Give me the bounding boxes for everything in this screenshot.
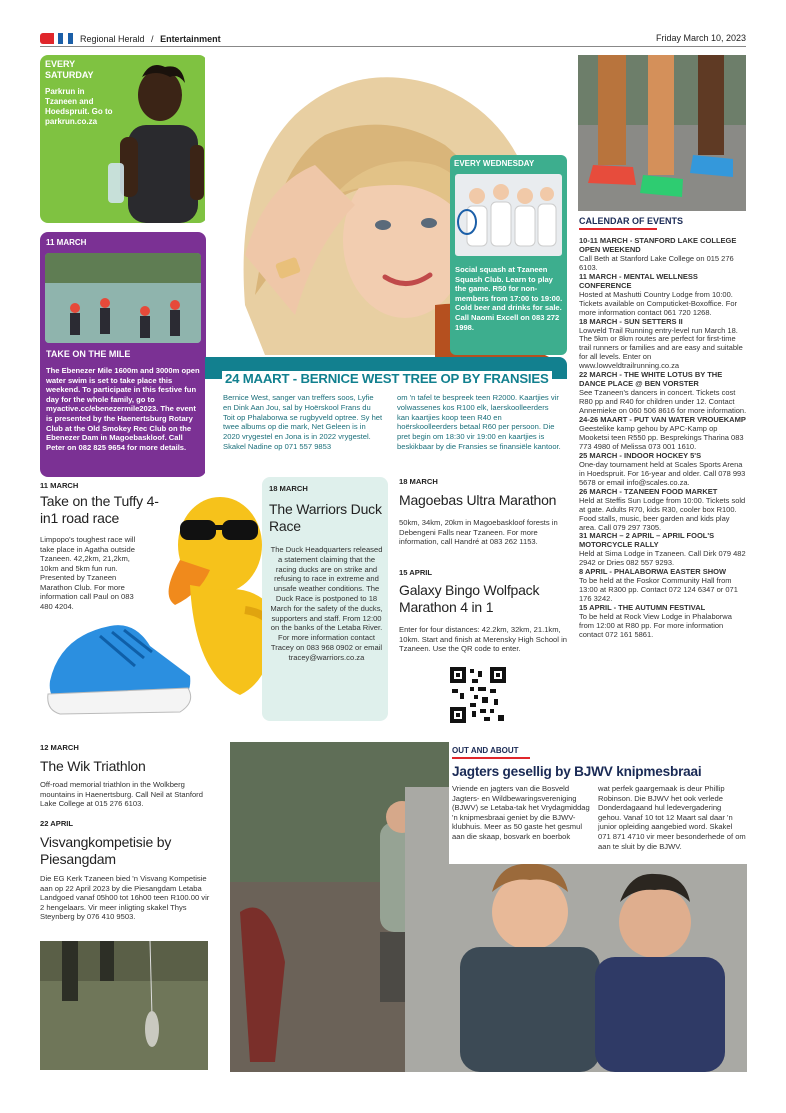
out-and-about-label: OUT AND ABOUT xyxy=(452,746,519,755)
calendar-item-body: See Tzaneen's dancers in concert. Tickets cost R80 pp and R40 for children under 12. Contact Annemieke on 060 506 8616 for more information. xyxy=(579,388,747,416)
fishing-photo xyxy=(40,941,208,1070)
wik-date: 12 MARCH xyxy=(40,743,79,752)
calendar-list xyxy=(579,237,747,640)
tuffy-body: Limpopo's toughest race will take place in Agatha outside Tzaneen. 42,2km, 21,2km, 10km and 5km fun run. Presented by Tzaneen Marathon Club. For more information call Paul on 083 480 4204. xyxy=(40,535,136,611)
wik-title: The Wik Triathlon xyxy=(40,758,146,774)
subsection-name: Entertainment xyxy=(160,33,221,44)
calendar-item-title: 10-11 MARCH - STANFORD LAKE COLLEGE OPEN WEEKEND xyxy=(579,236,737,254)
magoebas-body: 50km, 34km, 20km in Magoebaskloof forests in Debengeni Falls near Tzaneen. For more information, call Handré at 083 262 1153. xyxy=(399,518,558,546)
out-and-about-column-2: wat perfek gaargemaak is deur Phillip Robinson. Die BJWV het ook verlede Donderdagaand hul ledevergadering gehou. Vanaf 10 tot 12 Maart sal daar 'n junior opleiding aangebied word. Skakel 071 871 4710 vir meer besonderhede of om aan te sluit by die BJWV. xyxy=(598,784,746,851)
calendar-item-body: Hosted at Mashutti Country Lodge from 10:00. Tickets available on Computicket-Boxoffice. For more information contact 061 720 1268. xyxy=(579,289,737,317)
take-on-the-mile-title: TAKE ON THE MILE xyxy=(46,349,131,359)
bernice-column-2: om 'n tafel te bespreek teen R2000. Kaartjies vir volwassenes kos R100 elk, laerskoolleerders kan kaartjies koop teen R40 en hoërskoolleerders betaal R60 per persoon. Die pret begin om 18:30 vir 19:00 en kaartjies is beskikbaar by die Fransies se finansiële kantoor. xyxy=(397,393,561,451)
calendar-item-body: Held at Sima Lodge in Tzaneen. Call Dirk 079 482 2942 or Dries 082 557 9293. xyxy=(579,549,746,568)
every-wednesday-title: EVERY WEDNESDAY xyxy=(454,159,535,168)
open-water-swim-photo xyxy=(45,253,201,343)
magoebas-title: Magoebas Ultra Marathon xyxy=(399,492,557,508)
piesang-body: Die EG Kerk Tzaneen bied 'n Visvang Kompetisie aan op 22 April 2023 by die Piesangdam Letaba Landgoed vanaf 05h00 tot 16h00 teen R100.00 vir 2 hengelaars. Vir meer inligting skakel Thys Steynberg by 076 410 9503. xyxy=(40,874,210,921)
page-header-section xyxy=(40,33,221,44)
section-name: Regional Herald xyxy=(80,33,145,44)
galaxy-date: 15 APRIL xyxy=(399,568,433,577)
calendar-item-body: Lowveld Trail Running entry-level run March 18. The 5km or 8km routes are perfect for first-time trail runners or families and are easy and suitable for all levels. Enter on www.lowveldtrailrunning.co.za xyxy=(579,325,743,371)
calendar-item-title: 24-26 MAART - PUT VAN WATER VROUEKAMP xyxy=(579,415,746,425)
running-shoes-photo xyxy=(578,55,746,211)
calendar-item-body: One-day tournament held at Scales Sports Arena in Hoedspruit. For 16-year and older. Call 078 993 5678 or email info@scales.co.za. xyxy=(579,459,746,487)
out-and-about-rule xyxy=(452,757,530,759)
out-and-about-column-1: Vriende en jagters van die Bosveld Jagters- en Wildbewaringsvereniging (BJWV) se Letaba-tak het Vrydagmiddag 'n knipmesbraai geniet by die BJWV-klubhuis. Meer as 50 gaste het gesmul aan die skaap, bosvark en boerbok xyxy=(452,784,590,841)
calendar-item-title: 26 MARCH - TZANEEN FOOD MARKET xyxy=(579,486,718,496)
qr-code-icon[interactable] xyxy=(450,667,506,723)
squash-players-photo xyxy=(455,174,562,256)
calendar-item-title: 15 APRIL - THE AUTUMN FESTIVAL xyxy=(579,603,706,613)
calendar-heading: CALENDAR OF EVENTS xyxy=(579,216,684,226)
issue-date: Friday March 10, 2023 xyxy=(655,33,746,43)
wik-body: Off-road memorial triathlon in the Wolkberg mountains in Haenertsburg. Call Neil at Stanford Lake College at 015 276 6103. xyxy=(40,780,203,808)
bernice-column-1: Bernice West, sanger van treffers soos, Lyfie en Dink Aan Jou, sal by Hoërskool Frans du Toit op Phalaborwa se rugbyveld optree. Sy het twee albums op die mark, Net Geleen is in 2020 vrygestel en Jona is in 2022 vrygestel. Skakel Nadine op 071 557 9853 xyxy=(223,393,383,451)
masthead-logo-blue-2 xyxy=(68,33,73,44)
take-on-the-mile-date: 11 MARCH xyxy=(46,238,87,247)
every-saturday-title: EVERY SATURDAY xyxy=(45,59,94,80)
calendar-item-body: To be held at the Foskor Community Hall from 13:00 at R300 pp. Contact 072 124 6347 or 071 176 3242. xyxy=(579,576,738,604)
header-rule xyxy=(40,46,746,47)
every-saturday-body: Parkrun in Tzaneen and Hoedspruit. Go to parkrun.co.za xyxy=(45,87,113,126)
tuffy-title: Take on the Tuffy 4-in1 road race xyxy=(40,493,159,526)
calendar-item-body: To be held at Rock View Lodge in Phalaborwa from 12:00 at R80 pp. For more information contact 072 161 5861. xyxy=(579,612,732,639)
piesang-title: Visvangkompetisie by Piesangdam xyxy=(40,834,172,867)
masthead-logo-blue xyxy=(58,33,63,44)
calendar-item-title: 11 MARCH - MENTAL WELLNESS CONFERENCE xyxy=(579,271,698,290)
warriors-date: 18 MARCH xyxy=(269,484,308,493)
masthead-logo-red xyxy=(40,33,54,44)
magoebas-date: 18 MARCH xyxy=(399,477,438,486)
warriors-body: The Duck Headquarters released a statement claiming that the racing ducks are on strike and refusing to race in extreme and unsafe weather conditions. The Duck Race is postponed to 18 March for the safety of the ducks, supporters and staff. From 12:00 on the banks of the Letaba River. For more information contact Tracey on 083 968 0902 or email tracey@warriors.co.za xyxy=(270,545,383,662)
calendar-item-title: 18 MARCH - SUN SETTERS II xyxy=(579,316,683,326)
calendar-item-title: 31 MARCH – 2 APRIL – APRIL FOOL'S MOTORCYCLE RALLY xyxy=(579,531,715,550)
calendar-item-body: Geestelike kamp gehou by APC-Kamp op Mooketsi teen R550 pp. Besprekings Tharina 083 773 4980 of Melissa 073 001 1610. xyxy=(579,424,744,451)
calendar-item-title: 22 MARCH - THE WHITE LOTUS BY THE DANCE PLACE @ BEN VORSTER xyxy=(579,370,723,389)
warriors-title: The Warriors Duck Race xyxy=(269,501,382,534)
bernice-headline: 24 MAART - BERNICE WEST TREE OP BY FRANSIES xyxy=(222,371,552,386)
calendar-item-title: 25 MARCH - INDOOR HOCKEY 5'S xyxy=(579,450,702,460)
calendar-heading-rule xyxy=(579,228,657,230)
calendar-item-body: Held at Steffis Sun Lodge from 10:00. Tickets sold at gate. Adults R70, kids R30, cooler box R100. Food stalls, music, beer garden and kids play area. Call 079 297 7305. xyxy=(579,495,746,532)
out-and-about-headline: Jagters gesellig by BJWV knipmesbraai xyxy=(452,764,702,779)
galaxy-body: Enter for four distances: 42.2km, 32km, 21.1km, 10km. Start and finish at Merensky High School in Tzaneen. Use the QR code to enter. xyxy=(399,625,567,653)
calendar-item-title: 8 APRIL - PHALABORWA EASTER SHOW xyxy=(579,567,727,577)
take-on-the-mile-body: The Ebenezer Mile 1600m and 3000m open water swim is set to take place this weekend. To participate in this festive fun day for the whole family, go to myactive.cc/ebenezermile2023. The event is presented by the Haenertsburg Rotary Club at the Old Smokey Rec Club on the Ebenezer Dam in Magoebaskloof. Call Peter on 082 825 9654 for more details. xyxy=(46,366,200,452)
tuffy-date: 11 MARCH xyxy=(40,481,79,490)
section-separator: / xyxy=(148,33,157,44)
galaxy-title: Galaxy Bingo Wolfpack Marathon 4 in 1 xyxy=(399,582,540,615)
piesang-date: 22 APRIL xyxy=(40,819,74,828)
calendar-item-body: Call Beth at Stanford Lake College on 015 276 6103. xyxy=(579,253,734,272)
every-wednesday-body: Social squash at Tzaneen Squash Club. Learn to play the game. R50 for non-members from 17:00 to 19:00. Cold beer and drinks for sale. Call Naomi Excell on 083 272 1998. xyxy=(455,265,563,332)
